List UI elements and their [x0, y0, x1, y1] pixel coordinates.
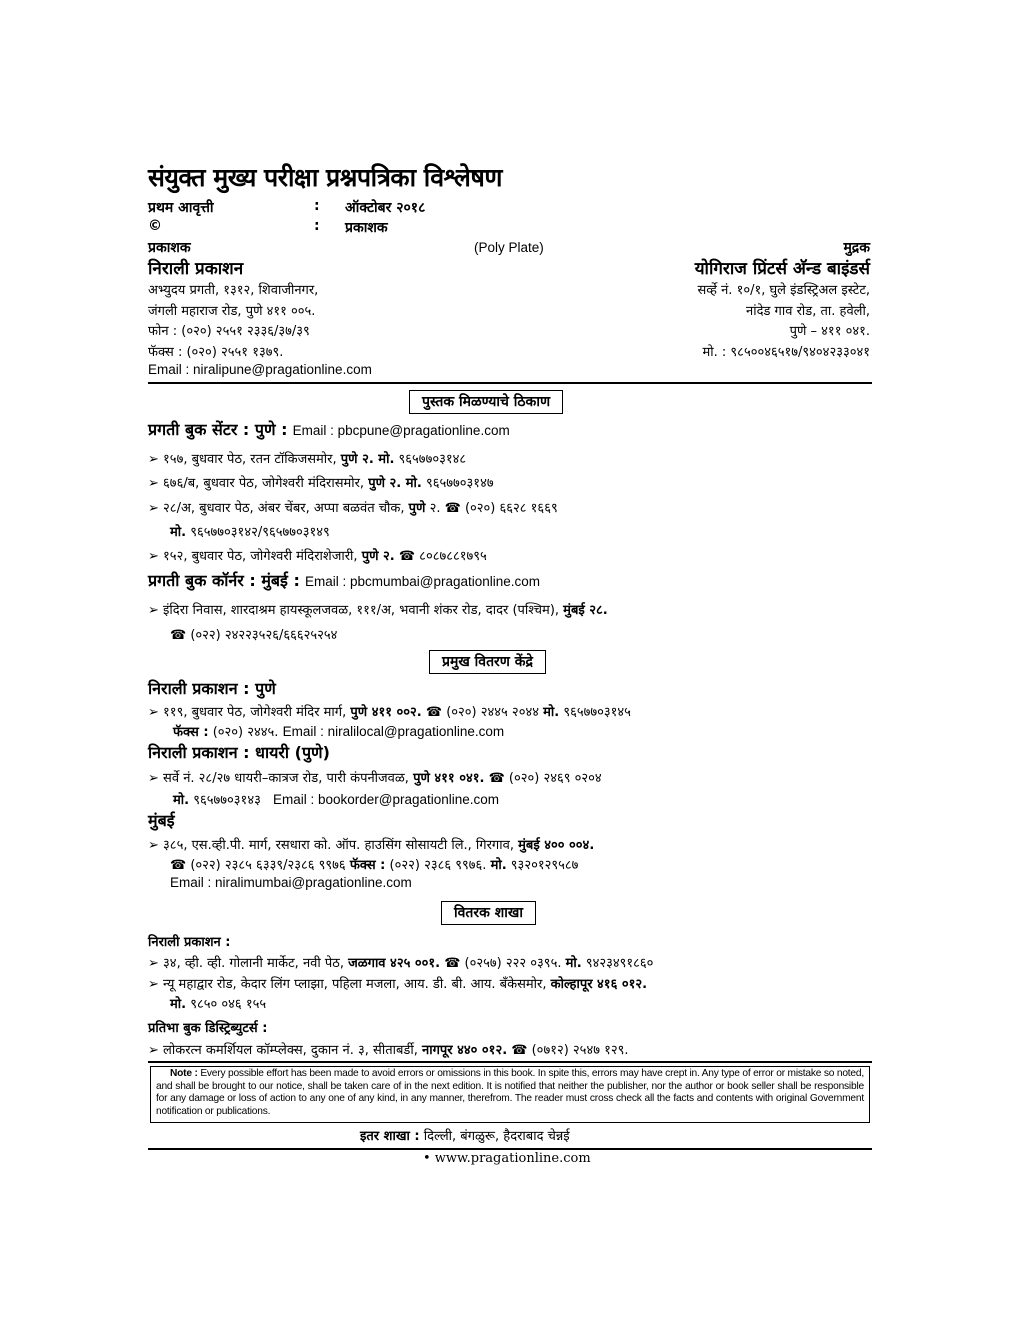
copyright-sep: :	[314, 218, 320, 234]
arrow-bullet-icon: ➢	[148, 977, 159, 992]
nirali-pune-heading: निराली प्रकाशन : पुणे	[148, 679, 276, 698]
list-item: ➢ ३८५, एस.व्ही.पी. मार्ग, रसधारा को. ऑप. हाउसिंग सोसायटी लि., गिरगाव, मुंबई ४०० ००४.	[148, 838, 595, 853]
list-item-continuation: फॅक्स : (०२०) २४४५. Email : niralilocal@pragationline.com	[173, 724, 505, 740]
divider-note-top	[148, 1061, 872, 1063]
website-link[interactable]: • www.pragationline.com	[423, 1151, 591, 1166]
edition-value: ऑक्टोबर २०१८	[345, 200, 426, 216]
printer-city: पुणे – ४११ ०४१.	[789, 324, 870, 339]
list-item-continuation: ☎ (०२२) २३८५ ६३३९/२३८६ ९९७६ फॅक्स : (०२२) २३८६ ९९७६. मो. ९३२०१२९५८७	[170, 858, 579, 873]
note-label: Note :	[170, 1068, 198, 1079]
other-branches-label: इतर शाखा :	[360, 1129, 420, 1144]
other-branches-cities: दिल्ली, बंगळुरू, हैदराबाद चेन्नई	[423, 1129, 570, 1144]
list-item-continuation: मो. ९६५७७०३१४३ Email : bookorder@pragationline.com	[173, 792, 500, 808]
arrow-bullet-icon: ➢	[148, 956, 159, 971]
arrow-bullet-icon: ➢	[148, 501, 159, 516]
list-item: ➢ ६७६/ब, बुधवार पेठ, जोगेश्वरी मंदिरासमोर, पुणे २. मो. ९६५७७०३१४७	[148, 476, 494, 491]
divider-bottom	[148, 1148, 872, 1150]
publisher-address-2: जंगली महाराज रोड, पुणे ४११ ००५.	[148, 304, 316, 319]
disclaimer-note	[150, 1066, 870, 1123]
list-item: ➢ ३४, व्ही. व्ही. गोलानी मार्केट, नवी पेठ, जळगाव ४२५ ००१. ☎ (०२५७) २२२ ०३९५. मो. ९४२३४९१८६०	[148, 956, 654, 971]
mumbai-heading: मुंबई	[148, 811, 175, 830]
nirali-branch-heading: निराली प्रकाशन :	[148, 935, 231, 950]
list-item: ➢ न्यू महाद्वार रोड, केदार लिंग प्लाझा, पहिला मजला, आय. डी. बी. आय. बँकेसमोर, कोल्हापूर ४१६ ०१२.	[148, 977, 648, 992]
book-title: संयुक्त मुख्य परीक्षा प्रश्नपत्रिका विश्लेषण	[148, 163, 502, 192]
list-item: ➢ २८/अ, बुधवार पेठ, अंबर चेंबर, अप्पा बळवंत चौक, पुणे २. ☎ (०२०) ६६२८ १६६९	[148, 501, 558, 516]
arrow-bullet-icon: ➢	[148, 452, 159, 467]
publisher-fax: फॅक्स : (०२०) २५५१ १३७९.	[148, 345, 284, 360]
arrow-bullet-icon: ➢	[148, 603, 159, 618]
pbc-mumbai-line	[148, 569, 540, 591]
copyright-value: प्रकाशक	[345, 220, 388, 236]
list-item: ➢ ११९, बुधवार पेठ, जोगेश्वरी मंदिर मार्ग, पुणे ४११ ००२. ☎ (०२०) २४४५ २०४४ मो. ९६५७७०३१४५	[148, 705, 631, 720]
arrow-bullet-icon: ➢	[148, 1043, 159, 1058]
mumbai-email: Email : niralimumbai@pragationline.com	[170, 875, 412, 890]
publisher-email: Email : niralipune@pragationline.com	[148, 362, 372, 377]
pbc-pune-email: Email : pbcpune@pragationline.com	[292, 423, 510, 438]
arrow-bullet-icon: ➢	[148, 771, 159, 786]
arrow-bullet-icon: ➢	[148, 838, 159, 853]
pbc-pune-line	[148, 418, 510, 440]
publisher-name: निराली प्रकाशन	[148, 259, 244, 279]
list-item-continuation: मो. ९६५७७०३१४२/९६५७७०३१४९	[170, 525, 330, 540]
pbc-mumbai-email: Email : pbcmumbai@pragationline.com	[304, 574, 541, 589]
pbc-pune-label: प्रगती बुक सेंटर : पुणे :	[148, 420, 288, 439]
publisher-address-1: अभ्युदय प्रगती, १३१२, शिवाजीनगर,	[148, 283, 319, 298]
edition-label: प्रथम आवृत्ती	[148, 200, 214, 216]
printer-address-2: नांदेड गाव रोड, ता. हवेली,	[745, 304, 870, 319]
list-item: ➢ सर्वे नं. २८/२७ धायरी–कात्रज रोड, पारी कंपनीजवळ, पुणे ४११ ०४१. ☎ (०२०) २४६९ ०२०४	[148, 771, 602, 786]
section-heading-book-places: पुस्तक मिळण्याचे ठिकाण	[409, 390, 563, 414]
section-heading-distribution: प्रमुख वितरण केंद्रे	[429, 650, 546, 674]
pratibha-heading: प्रतिभा बुक डिस्ट्रिब्युटर्स :	[148, 1021, 268, 1036]
printer-heading: मुद्रक	[843, 240, 870, 256]
list-item: ➢ लोकरत्न कमर्शियल कॉम्प्लेक्स, दुकान नं. ३, सीताबर्डी, नागपूर ४४० ०१२. ☎ (०७१२) २५४७ १२९.	[148, 1043, 629, 1058]
printer-mobile: मो. : ९८५००४६५१७/९४०४२३३०४१	[702, 345, 870, 360]
divider-top	[148, 382, 872, 384]
list-item: ➢ इंदिरा निवास, शारदाश्रम हायस्कूलजवळ, १११/अ, भवानी शंकर रोड, दादर (पश्चिम), मुंबई २८.	[148, 603, 608, 618]
section-heading-branches: वितरक शाखा	[441, 901, 536, 925]
printer-name: योगिराज प्रिंटर्स अ‍ॅन्ड बाइंडर्स	[694, 259, 870, 279]
list-item: ➢ १५७, बुधवार पेठ, रतन टॉकिजसमोर, पुणे २. मो. ९६५७७०३१४८	[148, 452, 467, 467]
list-item: ➢ १५२, बुधवार पेठ, जोगेश्वरी मंदिराशेजारी, पुणे २. ☎ ८०८७८८१७९५	[148, 549, 487, 564]
publisher-phone: फोन : (०२०) २५५१ २३३६/३७/३९	[148, 324, 310, 339]
copyright-symbol: ©	[148, 218, 162, 234]
arrow-bullet-icon: ➢	[148, 476, 159, 491]
nirali-dhayari-heading: निराली प्रकाशन : धायरी (पुणे)	[148, 743, 330, 762]
other-branches-line	[360, 1126, 570, 1144]
poly-plate: (Poly Plate)	[474, 240, 544, 255]
arrow-bullet-icon: ➢	[148, 705, 159, 720]
arrow-bullet-icon: ➢	[148, 549, 159, 564]
pbc-mumbai-label: प्रगती बुक कॉर्नर : मुंबई :	[148, 571, 300, 590]
printer-address-1: सर्व्हे नं. १०/१, घुले इंडस्ट्रिअल इस्टेट,	[697, 283, 870, 298]
edition-sep: :	[314, 198, 320, 214]
note-text: Every possible effort has been made to avoid errors or omissions in this book. In spite this, errors may have crept in. Any type of error or mistake so noted, and shall be brought to our notice, shall be taken care of in the next edition. It is notified that neither the publisher, nor the author or book seller shall be responsible for any damage or loss of action to any one of any kind, in any manner, therefrom. The reader must cross check all the facts and contents with original Government notification or publications.	[156, 1068, 864, 1117]
publisher-heading: प्रकाशक	[148, 240, 191, 256]
list-item-continuation: ☎ (०२२) २४२२३५२६/६६६२५२५४	[170, 628, 338, 643]
list-item-continuation: मो. ९८५० ०४६ १५५	[170, 997, 267, 1012]
